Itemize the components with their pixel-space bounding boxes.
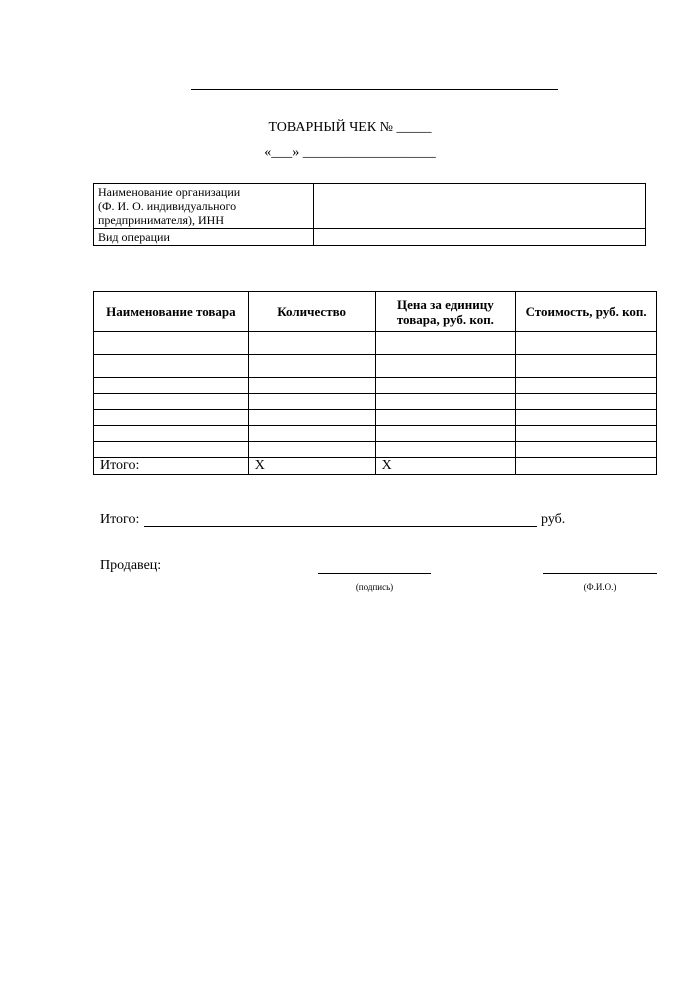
total-sum-currency: руб.	[541, 512, 566, 527]
table-row	[94, 332, 657, 355]
org-name-label-line: (Ф. И. О. индивидуального	[98, 199, 237, 213]
table-row	[94, 410, 657, 426]
cell-price[interactable]	[375, 355, 516, 378]
cell-price[interactable]	[375, 426, 516, 442]
table-row	[94, 378, 657, 394]
cell-quantity[interactable]	[248, 378, 375, 394]
header-product-name: Наименование товара	[94, 292, 249, 332]
table-row	[94, 394, 657, 410]
operation-type-label: Вид операции	[94, 229, 314, 246]
cell-price[interactable]	[375, 394, 516, 410]
org-row-name	[94, 184, 646, 229]
total-quantity-mark: X	[248, 458, 375, 475]
org-name-label-line: Наименование организации	[98, 185, 241, 199]
organization-name-line	[191, 89, 558, 90]
cell-cost[interactable]	[516, 378, 657, 394]
document-date-line: «___» ___________________	[264, 145, 436, 160]
cell-cost[interactable]	[516, 442, 657, 458]
total-cost-cell[interactable]	[516, 458, 657, 475]
table-row	[94, 355, 657, 378]
cell-quantity[interactable]	[248, 410, 375, 426]
cell-product[interactable]	[94, 442, 249, 458]
cell-product[interactable]	[94, 426, 249, 442]
organization-table	[93, 183, 646, 246]
cell-cost[interactable]	[516, 394, 657, 410]
cell-price[interactable]	[375, 410, 516, 426]
cell-cost[interactable]	[516, 426, 657, 442]
seller-name-line[interactable]	[543, 573, 657, 574]
header-quantity: Количество	[248, 292, 375, 332]
cell-quantity[interactable]	[248, 426, 375, 442]
cell-quantity[interactable]	[248, 442, 375, 458]
org-name-label-line: предпринимателя), ИНН	[98, 213, 224, 227]
goods-table	[93, 291, 657, 475]
total-price-mark: X	[375, 458, 516, 475]
cell-quantity[interactable]	[248, 332, 375, 355]
seller-label: Продавец:	[100, 558, 162, 573]
total-label: Итого:	[94, 458, 249, 475]
total-sum-label: Итого:	[100, 512, 140, 527]
signature-caption: (подпись)	[355, 582, 394, 592]
operation-type-value[interactable]	[314, 229, 646, 246]
cell-product[interactable]	[94, 355, 249, 378]
cell-price[interactable]	[375, 332, 516, 355]
cell-price[interactable]	[375, 442, 516, 458]
org-name-label	[94, 184, 314, 229]
total-sum-line[interactable]	[144, 526, 537, 527]
cell-cost[interactable]	[516, 332, 657, 355]
cell-cost[interactable]	[516, 355, 657, 378]
header-unit-price: Цена за единицу товара, руб. коп.	[375, 292, 516, 332]
org-name-value[interactable]	[314, 184, 646, 229]
org-row-operation	[94, 229, 646, 246]
total-row	[94, 458, 657, 475]
table-row	[94, 426, 657, 442]
cell-quantity[interactable]	[248, 355, 375, 378]
document-title: ТОВАРНЫЙ ЧЕК № _____	[268, 120, 432, 135]
header-cost: Стоимость, руб. коп.	[516, 292, 657, 332]
cell-product[interactable]	[94, 410, 249, 426]
cell-product[interactable]	[94, 332, 249, 355]
cell-cost[interactable]	[516, 410, 657, 426]
goods-header-row	[94, 292, 657, 332]
cell-product[interactable]	[94, 378, 249, 394]
cell-product[interactable]	[94, 394, 249, 410]
cell-quantity[interactable]	[248, 394, 375, 410]
name-caption: (Ф.И.О.)	[583, 582, 617, 592]
table-row	[94, 442, 657, 458]
cell-price[interactable]	[375, 378, 516, 394]
seller-signature-line[interactable]	[318, 573, 431, 574]
